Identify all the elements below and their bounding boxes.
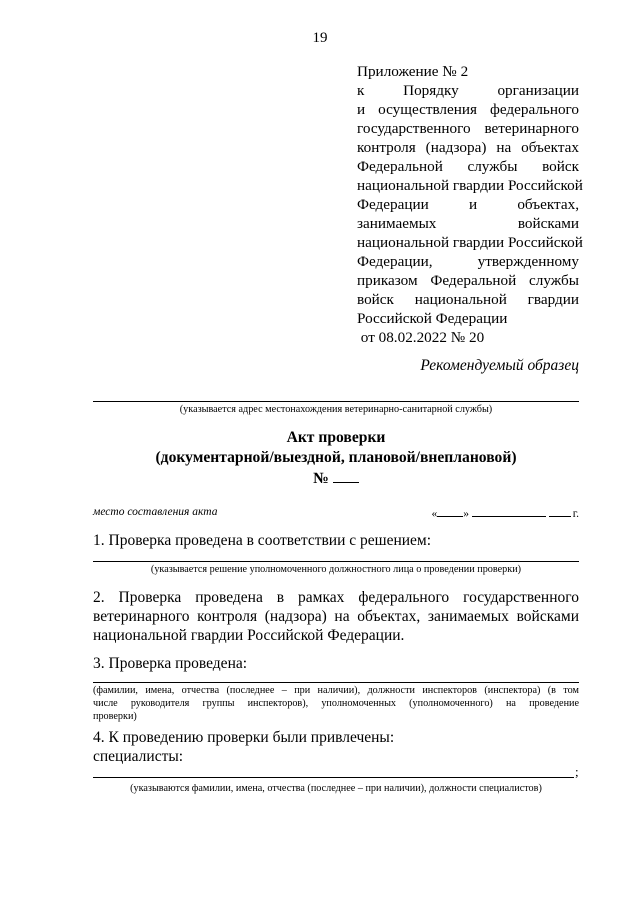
- appendix-line: и осуществления федерального: [357, 101, 579, 118]
- appendix-line: контроля (надзора) на объектах: [357, 139, 579, 156]
- date-year-suffix: г.: [572, 508, 579, 520]
- section2-line: 2. Проверка проведена в рамках федерального государственного: [93, 589, 579, 606]
- section3-line[interactable]: [93, 682, 579, 683]
- section3-caption-line: проверки): [93, 711, 137, 722]
- appendix-line: войск национальной гвардии: [357, 291, 579, 308]
- section2-text: [93, 588, 579, 645]
- specialists-line-end: ;: [575, 764, 579, 779]
- section1-caption: (указывается решение уполномоченного должностного лица о проведении проверки): [150, 564, 522, 575]
- date-open-quote: «: [431, 508, 438, 520]
- specialists-line[interactable]: [93, 777, 574, 778]
- recommended-sample-label: Рекомендуемый образец: [420, 357, 579, 374]
- appendix-line: Федерации, утвержденному: [357, 253, 579, 270]
- specialists-label: специалисты:: [93, 748, 184, 765]
- act-number: [93, 468, 579, 489]
- act-title: [93, 428, 579, 489]
- date-close-quote: »: [463, 508, 469, 520]
- section1-line[interactable]: [93, 561, 579, 562]
- appendix-line: Российской Федерации: [357, 310, 508, 327]
- section3-caption-line: числе руководителя группы инспекторов), уполномоченных (уполномоченного) на проведение: [93, 698, 579, 709]
- section3-caption: [93, 684, 579, 723]
- section2-line: ветеринарного контроля (надзора) на объектах, занимаемых войсками: [93, 608, 579, 625]
- section4-text: 4. К проведению проверки были привлечены:: [93, 729, 395, 746]
- section1-text: 1. Проверка проведена в соответствии с решением:: [93, 532, 432, 549]
- section3-caption-line: (фамилии, имена, отчества (последнее – при наличии), должности инспекторов (инспектора) (в том: [93, 685, 579, 696]
- appendix-line: национальной гвардии Российской: [357, 234, 583, 251]
- appendix-line: Федеральной службы войск: [357, 158, 579, 175]
- appendix-line: к Порядку организации: [357, 82, 579, 99]
- appendix-line: национальной гвардии Российской: [357, 177, 583, 194]
- act-title-line1: Акт проверки: [286, 429, 386, 446]
- appendix-line: занимаемых войсками: [357, 215, 579, 232]
- act-number-field[interactable]: [333, 468, 359, 483]
- address-line[interactable]: [93, 401, 579, 402]
- appendix-date-line: от 08.02.2022 № 20: [357, 329, 485, 346]
- section2-line: национальной гвардии Российской Федерации.: [93, 627, 405, 644]
- act-title-line2: (документарной/выездной, плановой/внеплановой): [155, 449, 517, 466]
- section3-text: 3. Проверка проведена:: [93, 655, 248, 672]
- section4-caption: (указываются фамилии, имена, отчества (последнее – при наличии), должности специалистов): [130, 783, 542, 794]
- address-caption: (указывается адрес местонахождения ветеринарно-санитарной службы): [179, 404, 493, 415]
- date-day-field[interactable]: [437, 506, 463, 517]
- page-number: 19: [312, 30, 328, 46]
- appendix-line: государственного ветеринарного: [357, 120, 579, 137]
- appendix-line: Приложение № 2: [357, 63, 469, 80]
- appendix-line: приказом Федеральной службы: [357, 272, 579, 289]
- date-month-field[interactable]: [472, 506, 546, 517]
- place-label: место составления акта: [93, 506, 218, 518]
- appendix-header: [357, 62, 583, 347]
- act-number-label: №: [313, 470, 329, 487]
- appendix-line: Федерации и объектах,: [357, 196, 579, 213]
- date-year-field[interactable]: [549, 506, 571, 517]
- date-field: [431, 506, 579, 520]
